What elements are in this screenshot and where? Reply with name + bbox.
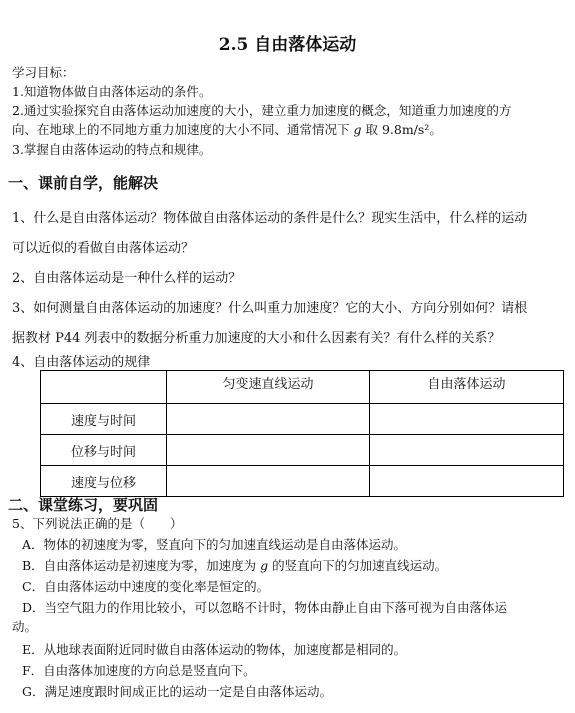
goal-item-3: 3.掌握自由落体运动的特点和规律。 <box>12 142 212 157</box>
answer-cell[interactable] <box>167 466 370 497</box>
table-header-empty <box>41 371 167 404</box>
table-header-uniform-acceleration: 匀变速直线运动 <box>167 371 370 404</box>
section-1-heading: 一、课前自学，能解决 <box>8 174 159 192</box>
question-3-line-2: 据教材 P44 列表中的数据分析重力加速度的大小和什么因素有关？有什么样的关系？ <box>12 331 501 346</box>
row-label-velocity-time: 速度与时间 <box>41 404 167 435</box>
option-c: C．自由落体运动中速度的变化率是恒定的。 <box>22 579 270 594</box>
answer-cell[interactable] <box>370 466 564 497</box>
option-d-line-2: 动。 <box>12 619 38 634</box>
table-row <box>41 435 564 466</box>
goal-item-2-text-a: 向、在地球上的不同地方重力加速度的大小不同、通常情况下 <box>12 122 354 137</box>
option-b <box>22 556 447 574</box>
table-header-free-fall: 自由落体运动 <box>370 371 564 404</box>
question-4: 4、自由落体运动的规律 <box>12 355 151 370</box>
answer-cell[interactable] <box>370 404 564 435</box>
table-row <box>41 404 564 435</box>
motion-law-table <box>40 370 564 497</box>
row-label-velocity-displacement: 速度与位移 <box>41 466 167 497</box>
option-d-line-1: D．当空气阻力的作用比较小，可以忽略不计时，物体由静止自由下落可视为自由落体运 <box>22 600 508 615</box>
gravity-symbol: g <box>260 558 269 573</box>
goal-item-2-line-2 <box>12 120 442 138</box>
goal-item-2-text-b: 取 9.8m/s²。 <box>361 122 442 137</box>
option-g: G．满足速度跟时间成正比的运动一定是自由落体运动。 <box>22 684 332 699</box>
table-header-row <box>41 371 564 404</box>
page-title: 2.5 自由落体运动 <box>218 35 357 55</box>
row-label-displacement-time: 位移与时间 <box>41 435 167 466</box>
gravity-symbol: g <box>353 122 362 137</box>
question-5: 5、下列说法正确的是（ ） <box>12 516 183 531</box>
option-b-text-a: B．自由落体运动是初速度为零，加速度为 <box>22 558 261 573</box>
option-a: A．物体的初速度为零，竖直向下的匀加速直线运动是自由落体运动。 <box>22 537 407 552</box>
goal-item-2-line-1: 2.通过实验探究自由落体运动加速度的大小，建立重力加速度的概念，知道重力加速度的方 <box>12 103 512 118</box>
option-e: E．从地球表面附近同时做自由落体运动的物体，加速度都是相同的。 <box>22 642 407 657</box>
option-b-text-b: 的竖直向下的匀加速直线运动。 <box>268 558 448 573</box>
answer-cell[interactable] <box>370 435 564 466</box>
table-row <box>41 466 564 497</box>
question-1-line-2: 可以近似的看做自由落体运动？ <box>12 241 195 256</box>
goal-item-1: 1.知道物体做自由落体运动的条件。 <box>12 84 212 99</box>
question-1-line-1: 1、什么是自由落体运动？物体做自由落体运动的条件是什么？现实生活中，什么样的运动 <box>12 211 528 226</box>
answer-cell[interactable] <box>167 404 370 435</box>
question-3-line-1: 3、如何测量自由落体运动的加速度？什么叫重力加速度？它的大小、方向分别如何？请根 <box>12 301 528 316</box>
question-2: 2、自由落体运动是一种什么样的运动？ <box>12 271 242 286</box>
option-f: F．自由落体加速度的方向总是竖直向下。 <box>22 663 256 678</box>
answer-cell[interactable] <box>167 435 370 466</box>
goals-heading: 学习目标： <box>12 65 75 80</box>
section-2-heading: 二、课堂练习，要巩固 <box>8 496 159 514</box>
